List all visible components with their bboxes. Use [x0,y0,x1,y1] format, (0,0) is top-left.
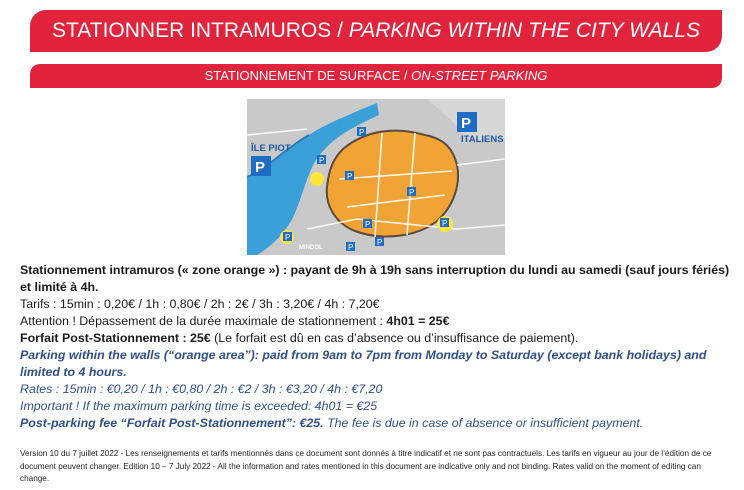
parking-info [20,262,732,432]
en-heading: Parking within the walls (“orange area”): paid from 9am to 7pm from Monday to Saturday (except bank holidays) and limited to 4 hours. [20,348,707,379]
svg-text:P: P [359,128,365,137]
subtitle-en: ON-STREET PARKING [411,68,548,83]
en-fps-label: Post-parking fee “Forfait Post-Stationnement”: €25. [20,416,324,430]
svg-text:P: P [409,188,415,197]
svg-text:P: P [377,238,383,247]
label-ile-piot: ÎLE PIOT [251,143,291,154]
en-important: Important ! If the maximum parking time is exceeded: 4h01 = €25 [20,399,378,413]
label-italiens: ITALIENS [461,134,504,145]
fr-fps-text: (Le forfait est dû en cas d’absence ou d’insuffisance de paiement). [210,331,579,345]
fr-fps-label: Forfait Post-Stationnement : 25€ [20,331,211,345]
svg-text:P: P [319,156,325,165]
svg-text:P: P [442,219,448,228]
footer-disclaimer: Version 10 du 7 juillet 2022 - Les renseignements et tarifs mentionnés dans ce document sont donnés à titre indicatif et ne sont pas contractuels. Les tarifs en vigueur au jour de l’édition de ce document peuvent changer. Edition 10 – 7 July 2022 - All the information and rates mentioned in this document are indicative only and not binding. Rates valid on the moment of editing can change. [20,449,712,483]
fr-rates: Tarifs : 15min : 0,20€ / 1h : 0,80€ / 2h : 2€ / 3h : 3,20€ / 4h : 7,20€ [20,297,380,311]
subtitle-fr: STATIONNEMENT DE SURFACE / [204,68,412,83]
svg-text:P: P [255,159,266,176]
en-fps-text: The fee is due in case of absence or insufficient payment. [323,416,644,430]
fr-fps [20,330,732,347]
fr-attention-value: 4h01 = 25€ [386,314,450,328]
en-rates: Rates : 15min : €0,20 / 1h : €0,80 / 2h : €2 / 3h : €3,20 / 4h : €7,20 [20,382,383,396]
main-title-fr: STATIONNER INTRAMUROS / [52,19,349,42]
svg-text:P: P [365,220,371,229]
subtitle-banner [30,64,722,88]
parking-zone-map [247,99,505,255]
fr-heading: Stationnement intramuros (« zone orange ») : payant de 9h à 19h sans interruption du lundi au samedi (sauf jours fériés) et limité à 4h. [20,263,730,294]
svg-text:P: P [285,233,291,242]
fr-attention-text: Attention ! Dépassement de la durée maximale de stationnement : [20,314,387,328]
svg-text:P: P [348,243,354,252]
main-title-en: PARKING WITHIN THE CITY WALLS [348,19,700,42]
svg-text:P: P [347,172,353,181]
en-fps [20,415,732,432]
main-title-banner [30,10,722,52]
label-mindol: MINDOL [299,245,323,251]
svg-text:P: P [461,115,472,132]
fr-attention [20,313,732,330]
